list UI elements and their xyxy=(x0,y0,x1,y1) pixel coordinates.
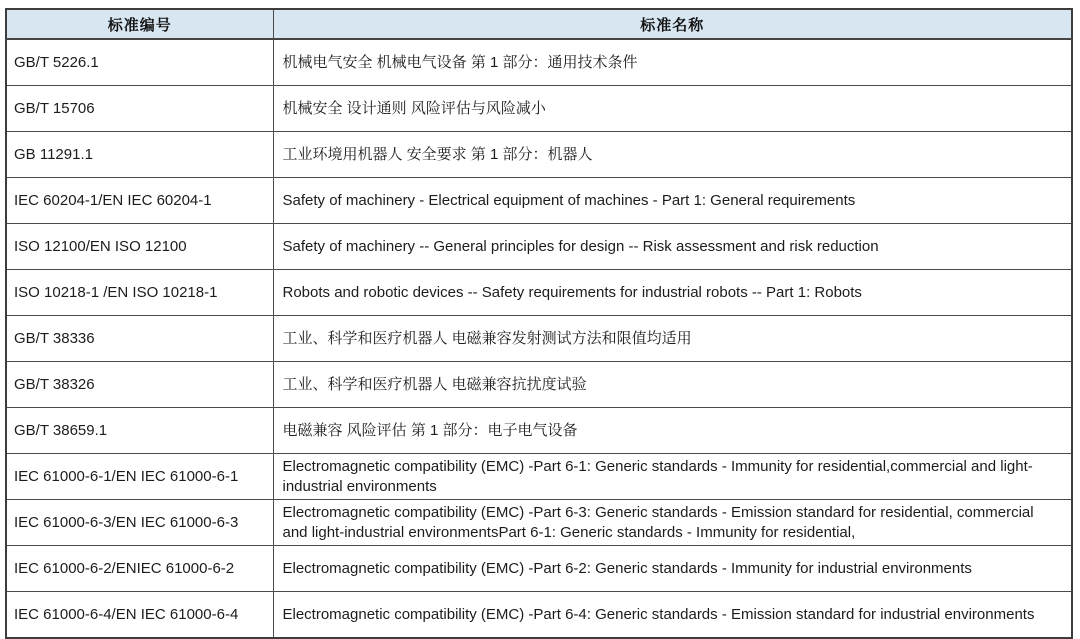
standard-code-cell: GB/T 15706 xyxy=(6,86,273,132)
standard-name-cell: Electromagnetic compatibility (EMC) -Part 6-4: Generic standards - Emission standard for industrial environments xyxy=(273,592,1072,639)
table-row xyxy=(6,592,1072,639)
table-header xyxy=(6,9,1072,39)
table-body xyxy=(6,39,1072,638)
standard-code-cell: GB/T 38336 xyxy=(6,316,273,362)
table-row xyxy=(6,178,1072,224)
table-row xyxy=(6,546,1072,592)
standard-code-cell: IEC 60204-1/EN IEC 60204-1 xyxy=(6,178,273,224)
column-header-standard-code: 标准编号 xyxy=(6,9,273,39)
standard-name-cell: Electromagnetic compatibility (EMC) -Part 6-2: Generic standards - Immunity for industrial environments xyxy=(273,546,1072,592)
table-row xyxy=(6,408,1072,454)
table-row xyxy=(6,454,1072,500)
standard-name-cell: 工业环境用机器人 安全要求 第 1 部分：机器人 xyxy=(273,132,1072,178)
table-row xyxy=(6,500,1072,546)
standard-code-cell: IEC 61000-6-3/EN IEC 61000-6-3 xyxy=(6,500,273,546)
standard-code-cell: GB/T 38326 xyxy=(6,362,273,408)
column-header-standard-name: 标准名称 xyxy=(273,9,1072,39)
header-row xyxy=(6,9,1072,39)
table-row xyxy=(6,224,1072,270)
standard-code-cell: IEC 61000-6-2/ENIEC 61000-6-2 xyxy=(6,546,273,592)
standard-name-cell: Electromagnetic compatibility (EMC) -Part 6-1: Generic standards - Immunity for residential,commercial and light-industrial environments xyxy=(273,454,1072,500)
standard-name-cell: Electromagnetic compatibility (EMC) -Part 6-3: Generic standards - Emission standard for residential, commercial and light-industrial environmentsPart 6-1: Generic standards - Immunity for residential, xyxy=(273,500,1072,546)
standard-name-cell: Safety of machinery - Electrical equipment of machines - Part 1: General requirements xyxy=(273,178,1072,224)
standards-table-container xyxy=(5,8,1073,639)
table-row xyxy=(6,86,1072,132)
standard-name-cell: 工业、科学和医疗机器人 电磁兼容发射测试方法和限值均适用 xyxy=(273,316,1072,362)
table-row xyxy=(6,39,1072,86)
standard-code-cell: GB/T 38659.1 xyxy=(6,408,273,454)
standard-code-cell: GB 11291.1 xyxy=(6,132,273,178)
standard-name-cell: Safety of machinery -- General principles for design -- Risk assessment and risk reduction xyxy=(273,224,1072,270)
standard-name-cell: 电磁兼容 风险评估 第 1 部分：电子电气设备 xyxy=(273,408,1072,454)
table-row xyxy=(6,132,1072,178)
standard-code-cell: IEC 61000-6-1/EN IEC 61000-6-1 xyxy=(6,454,273,500)
standard-code-cell: ISO 12100/EN ISO 12100 xyxy=(6,224,273,270)
table-row xyxy=(6,316,1072,362)
standard-code-cell: ISO 10218-1 /EN ISO 10218-1 xyxy=(6,270,273,316)
standards-table xyxy=(5,8,1073,639)
standard-name-cell: Robots and robotic devices -- Safety requirements for industrial robots -- Part 1: Robots xyxy=(273,270,1072,316)
standard-code-cell: IEC 61000-6-4/EN IEC 61000-6-4 xyxy=(6,592,273,639)
standard-name-cell: 工业、科学和医疗机器人 电磁兼容抗扰度试验 xyxy=(273,362,1072,408)
standard-name-cell: 机械安全 设计通则 风险评估与风险减小 xyxy=(273,86,1072,132)
table-row xyxy=(6,362,1072,408)
standard-name-cell: 机械电气安全 机械电气设备 第 1 部分：通用技术条件 xyxy=(273,39,1072,86)
table-row xyxy=(6,270,1072,316)
standard-code-cell: GB/T 5226.1 xyxy=(6,39,273,86)
